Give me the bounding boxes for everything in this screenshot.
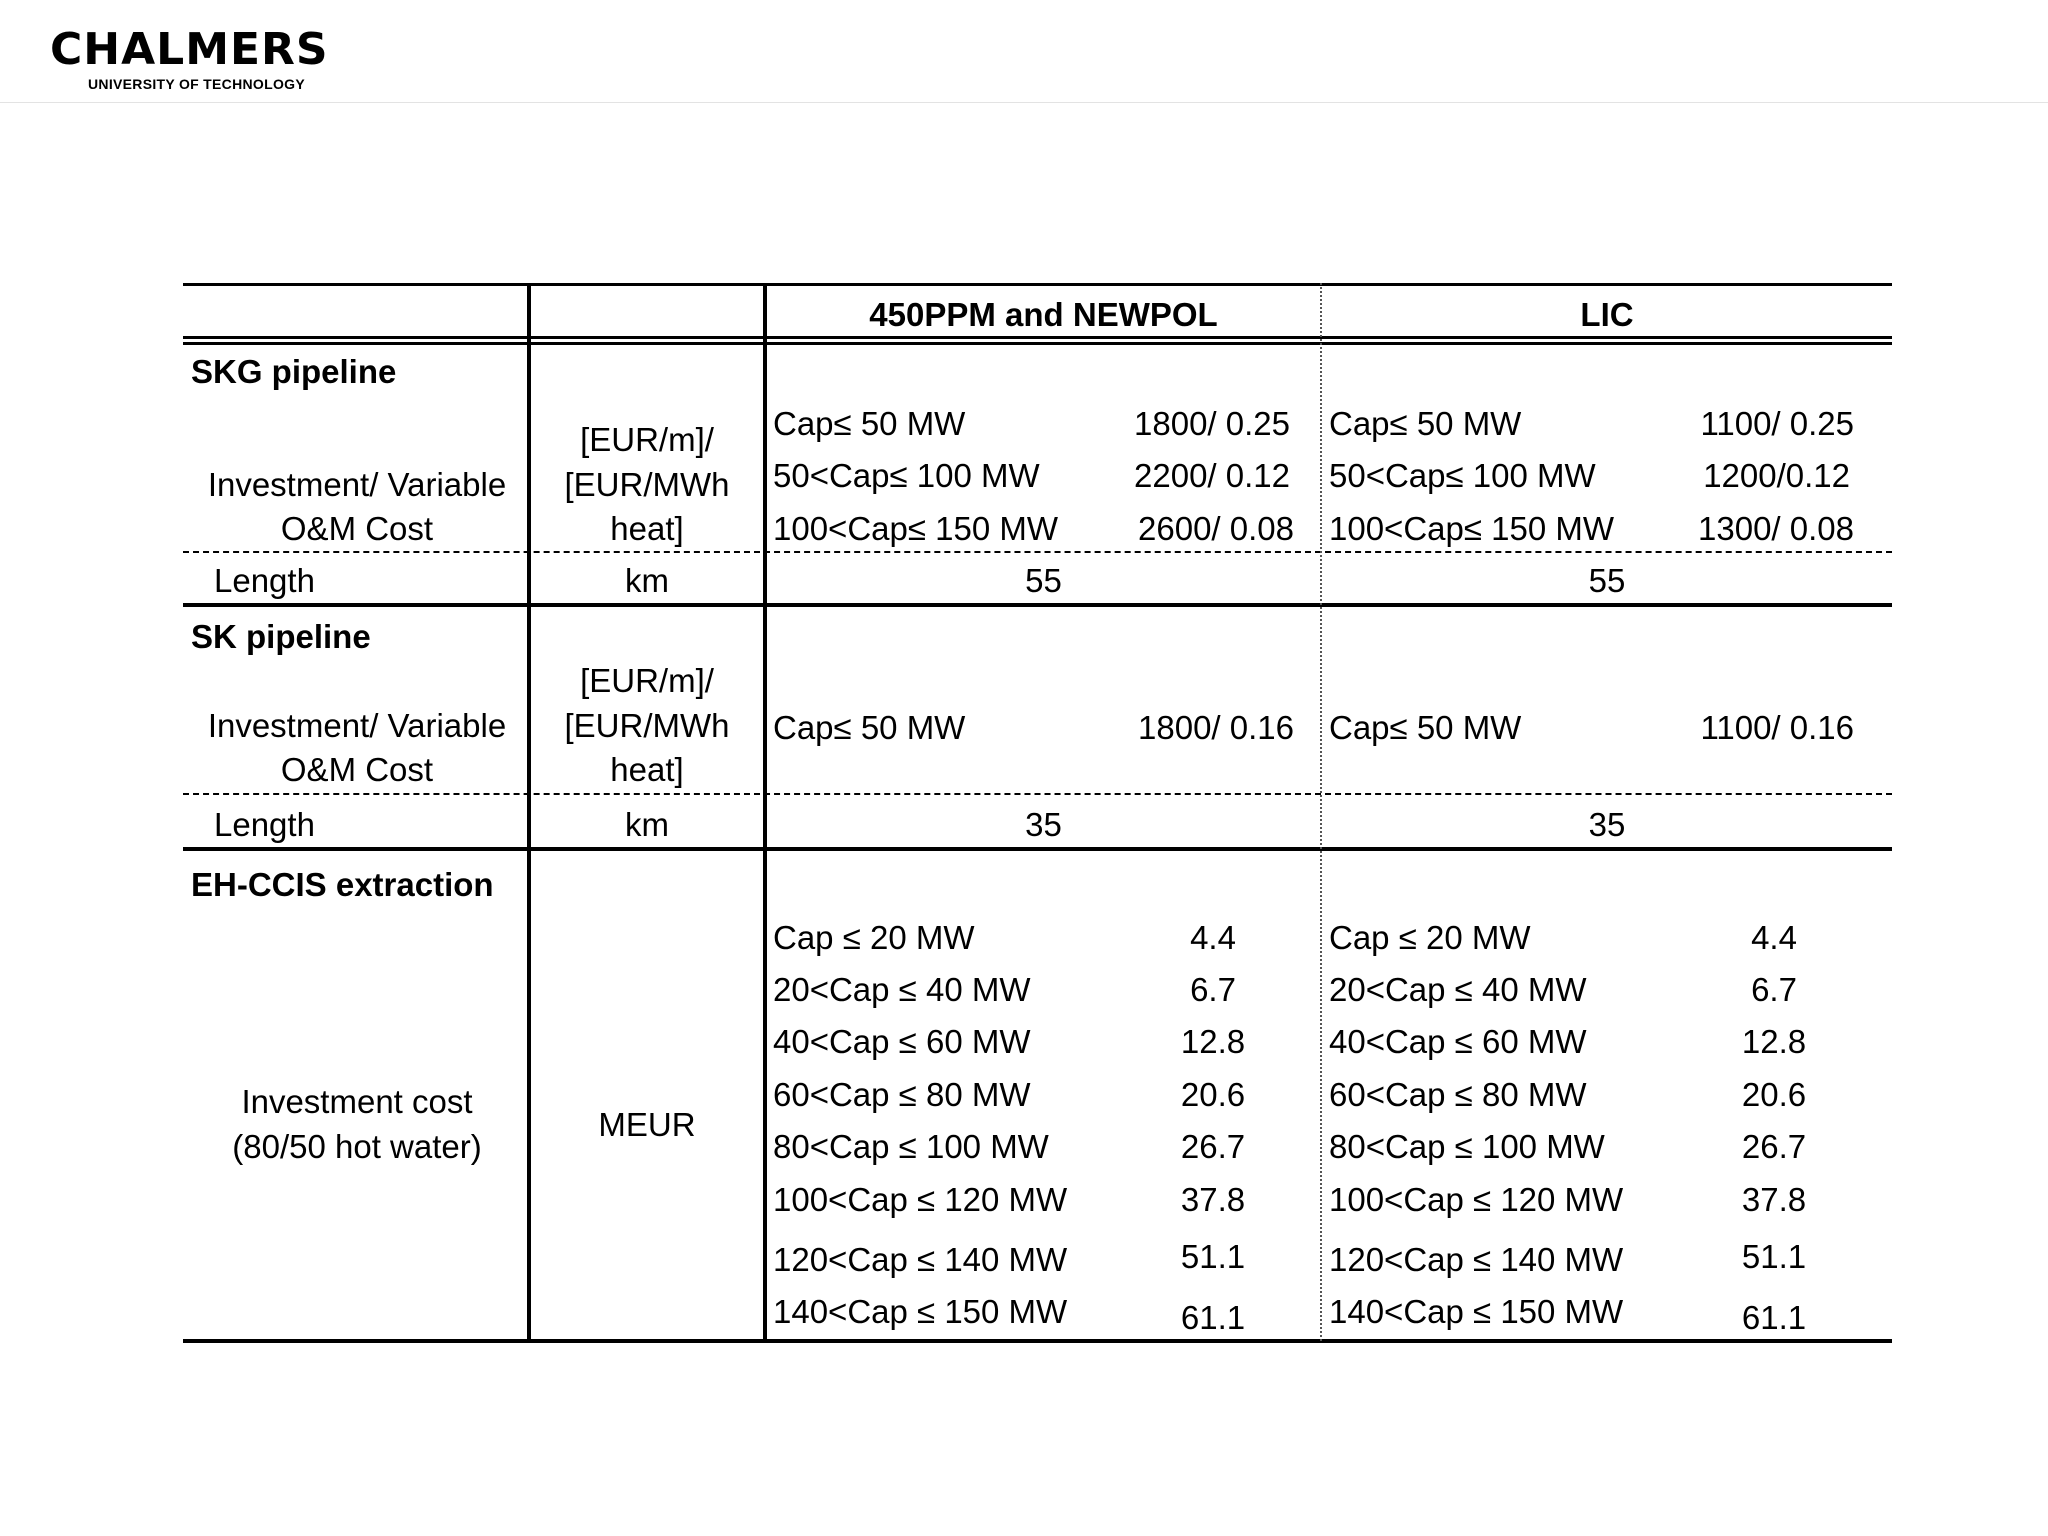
- header-col-b: LIC: [1580, 296, 1634, 333]
- ehccis-b-val-2: 6.7: [1751, 971, 1797, 1008]
- ehccis-b-cap-2: 20<Cap ≤ 40 MW: [1329, 971, 1587, 1008]
- skg-length-divider: [183, 551, 1892, 553]
- skg-length-label: Length: [214, 562, 315, 599]
- skg-unit-line3: heat]: [610, 510, 684, 547]
- skg-length-a: 55: [1025, 562, 1062, 599]
- ehccis-b-val-6: 37.8: [1741, 1181, 1807, 1218]
- sk-length-b: 35: [1588, 806, 1626, 843]
- sk-unit-line3: heat]: [610, 751, 684, 788]
- ehccis-b-val-4: 20.6: [1741, 1076, 1807, 1113]
- skg-b-val-2: 1200/0.12: [1703, 457, 1850, 494]
- ehccis-a-cap-3: 40<Cap ≤ 60 MW: [773, 1023, 1031, 1060]
- ehccis-label-line2: (80/50 hot water): [232, 1128, 482, 1165]
- sk-label-line1: Investment/ Variable: [207, 707, 507, 744]
- ehccis-label-line1: Investment cost: [241, 1083, 473, 1120]
- skg-unit-line1: [EUR/m]/: [580, 421, 714, 458]
- skg-b-cap-3: 100<Cap≤ 150 MW: [1329, 510, 1615, 547]
- sk-length-unit: km: [625, 806, 669, 843]
- skg-a-cap-2: 50<Cap≤ 100 MW: [773, 457, 1040, 494]
- skg-length-unit: km: [625, 562, 669, 599]
- sk-length-a: 35: [1025, 806, 1062, 843]
- skg-label-line2: O&M Cost: [280, 510, 434, 547]
- sk-label-line2: O&M Cost: [280, 751, 434, 788]
- skg-a-cap-3: 100<Cap≤ 150 MW: [773, 510, 1059, 547]
- ehccis-b-cap-8: 140<Cap ≤ 150 MW: [1329, 1293, 1624, 1330]
- header-double-rule-2: [183, 342, 1892, 345]
- ehccis-a-cap-8: 140<Cap ≤ 150 MW: [773, 1293, 1068, 1330]
- ehccis-a-cap-2: 20<Cap ≤ 40 MW: [773, 971, 1031, 1008]
- sk-a-cap: Cap≤ 50 MW: [773, 709, 966, 746]
- sk-a-val: 1800/ 0.16: [1138, 709, 1294, 746]
- sk-bottom-rule: [183, 847, 1892, 851]
- ehccis-b-cap-1: Cap ≤ 20 MW: [1329, 919, 1531, 956]
- ehccis-unit: MEUR: [598, 1106, 696, 1143]
- skg-a-val-3: 2600/ 0.08: [1138, 510, 1294, 547]
- ehccis-a-val-7: 51.1: [1180, 1238, 1246, 1275]
- skg-b-val-1: 1100/ 0.25: [1700, 405, 1854, 442]
- ehccis-b-cap-7: 120<Cap ≤ 140 MW: [1329, 1241, 1624, 1278]
- ehccis-a-cap-7: 120<Cap ≤ 140 MW: [773, 1241, 1068, 1278]
- ehccis-b-val-1: 4.4: [1751, 919, 1797, 956]
- sk-b-cap: Cap≤ 50 MW: [1329, 709, 1522, 746]
- sk-length-divider: [183, 793, 1892, 795]
- ehccis-a-cap-6: 100<Cap ≤ 120 MW: [773, 1181, 1068, 1218]
- ehccis-a-val-3: 12.8: [1180, 1023, 1246, 1060]
- skg-title: SKG pipeline: [191, 353, 397, 390]
- skg-label-line1: Investment/ Variable: [207, 466, 507, 503]
- ehccis-b-val-7: 51.1: [1741, 1238, 1807, 1275]
- sk-unit-line2: [EUR/MWh: [564, 707, 730, 744]
- ehccis-b-val-8: 61.1: [1741, 1299, 1807, 1336]
- sk-title: SK pipeline: [191, 618, 371, 655]
- skg-a-val-2: 2200/ 0.12: [1134, 457, 1290, 494]
- skg-b-cap-1: Cap≤ 50 MW: [1329, 405, 1522, 442]
- skg-a-val-1: 1800/ 0.25: [1134, 405, 1290, 442]
- ehccis-b-cap-3: 40<Cap ≤ 60 MW: [1329, 1023, 1587, 1060]
- logo-subtitle: UNIVERSITY OF TECHNOLOGY: [88, 76, 305, 92]
- skg-length-b: 55: [1588, 562, 1626, 599]
- header-col-a: 450PPM and NEWPOL: [869, 296, 1218, 333]
- sk-length-label: Length: [214, 806, 315, 843]
- ehccis-a-val-2: 6.7: [1190, 971, 1236, 1008]
- ehccis-b-cap-6: 100<Cap ≤ 120 MW: [1329, 1181, 1624, 1218]
- ehccis-a-val-1: 4.4: [1190, 919, 1236, 956]
- skg-bottom-rule: [183, 603, 1892, 607]
- ehccis-a-cap-4: 60<Cap ≤ 80 MW: [773, 1076, 1031, 1113]
- skg-unit-line2: [EUR/MWh: [564, 466, 730, 503]
- ehccis-a-cap-5: 80<Cap ≤ 100 MW: [773, 1128, 1049, 1165]
- ehccis-b-val-5: 26.7: [1741, 1128, 1807, 1165]
- ehccis-b-cap-4: 60<Cap ≤ 80 MW: [1329, 1076, 1587, 1113]
- ehccis-a-val-8: 61.1: [1180, 1299, 1246, 1336]
- skg-b-cap-2: 50<Cap≤ 100 MW: [1329, 457, 1596, 494]
- table-bottom-rule: [183, 1339, 1892, 1343]
- header-divider: [0, 102, 2048, 103]
- ehccis-a-val-6: 37.8: [1180, 1181, 1246, 1218]
- ehccis-a-cap-1: Cap ≤ 20 MW: [773, 919, 975, 956]
- skg-a-cap-1: Cap≤ 50 MW: [773, 405, 966, 442]
- ehccis-a-val-5: 26.7: [1180, 1128, 1246, 1165]
- table-top-rule: [183, 283, 1892, 286]
- ehccis-a-val-4: 20.6: [1180, 1076, 1246, 1113]
- ehccis-title: EH-CCIS extraction: [191, 866, 494, 903]
- logo-name: CHALMERS: [50, 24, 329, 75]
- chalmers-logo: [50, 24, 329, 92]
- ehccis-b-cap-5: 80<Cap ≤ 100 MW: [1329, 1128, 1605, 1165]
- ehccis-b-val-3: 12.8: [1741, 1023, 1807, 1060]
- sk-unit-line1: [EUR/m]/: [580, 662, 714, 699]
- sk-b-val: 1100/ 0.16: [1700, 709, 1854, 746]
- skg-b-val-3: 1300/ 0.08: [1698, 510, 1854, 547]
- header-double-rule-1: [183, 336, 1892, 339]
